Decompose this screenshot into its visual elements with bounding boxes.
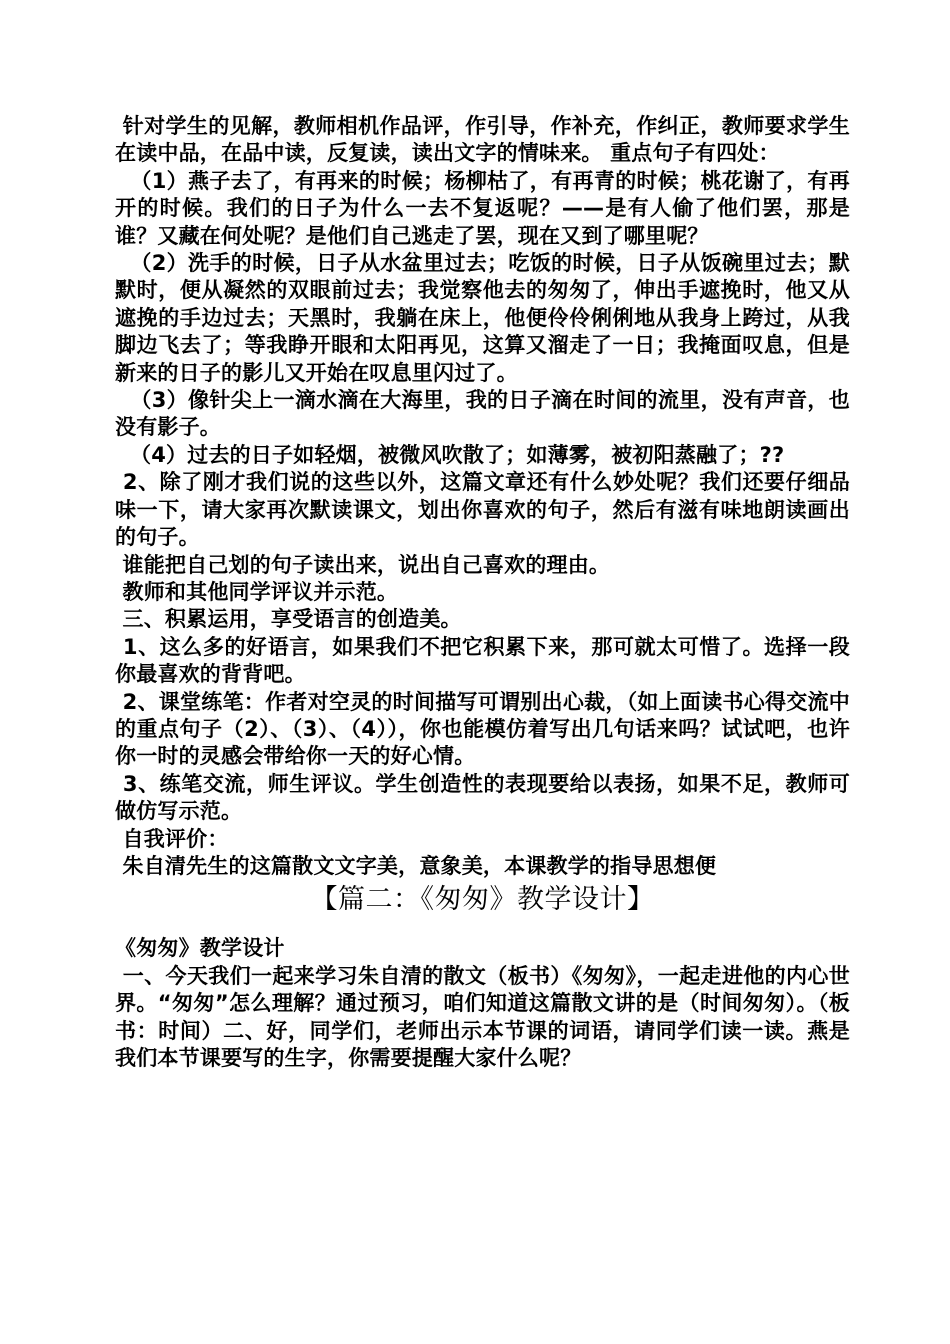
- paragraph-read-aloud: 谁能把自己划的句子读出来，说出自己喜欢的理由。: [115, 552, 611, 577]
- paragraph-writing-practice: 2、课堂练笔：作者对空灵的时间描写可谓别出心裁，（如上面读书心得交流中的重点句子（2）、（3）、（4）），你也能模仿着写出几句话来吗？试试吧，也许你一时的灵感会带给你一天的好心情。: [115, 689, 851, 769]
- paragraph-writing-exchange: 3、练笔交流，师生评议。学生创造性的表现要给以表扬，如果不足，教师可做仿写示范。: [115, 771, 850, 824]
- document-page: [115, 113, 850, 1072]
- paragraph-self-evaluation-label: 自我评价：: [115, 826, 229, 851]
- section-gap: [115, 917, 850, 935]
- paragraph-key-sentence-4: （4）过去的日子如轻烟，被微风吹散了；如薄雾，被初阳蒸融了；??: [115, 442, 785, 467]
- paragraph-design-title: 《匆匆》教学设计: [115, 936, 285, 961]
- paragraph-key-sentence-2: （2）洗手的时候，日子从水盆里过去；吃饭的时候，日子从饭碗里过去；默默时，便从凝然的双眼前过去；我觉察他去的匆匆了，伸出手遮挽时，他又从遮挽的手边过去；天黑时，我躺在床上，他便伶伶俐俐地从我身上跨过，从我脚边飞去了；等我睁开眼和太阳再见，这算又溜走了一日；我掩面叹息，但是新来的日子的影儿又开始在叹息里闪过了。: [115, 251, 850, 385]
- paragraph-step-2: 2、除了刚才我们说的这些以外，这篇文章还有什么妙处呢？我们还要仔细品味一下，请大家再次默读课文，划出你喜欢的句子，然后有滋有味地朗读画出的句子。: [115, 470, 850, 550]
- section-lesson-continuation: [115, 113, 850, 880]
- section-heading: 【篇二：《匆匆》教学设计】: [310, 884, 655, 916]
- paragraph-key-sentence-1: （1）燕子去了，有再来的时候；杨柳枯了，有再青的时候；桃花谢了，有再开的时候。我们的日子为什么一去不复返呢？——是有人偷了他们罢，那是谁？又藏在何处呢？是他们自己逃走了罢，现在又到了哪里呢？: [115, 168, 850, 248]
- paragraph-evaluation: 教师和其他同学评议并示范。: [115, 579, 399, 604]
- paragraph-accumulate: 1、这么多的好语言，如果我们不把它积累下来，那可就太可惜了。选择一段你最喜欢的背背吧。: [115, 634, 850, 687]
- paragraph-key-sentence-3: （3）像针尖上一滴水滴在大海里，我的日子滴在时间的流里，没有声音，也没有影子。: [115, 388, 850, 440]
- paragraph-self-evaluation-text: 朱自清先生的这篇散文文字美，意象美，本课教学的指导思想便: [115, 853, 717, 878]
- paragraph-part-3-heading: 三、积累运用，享受语言的创造美。: [115, 607, 462, 632]
- paragraph-teacher-guidance: 针对学生的见解，教师相机作品评，作引导，作补充，作纠正，教师要求学生在读中品，在品中读，反复读，读出文字的情味来。 重点句子有四处：: [115, 114, 851, 166]
- paragraph-design-intro: 一、今天我们一起来学习朱自清的散文（板书）《匆匆》，一起走进他的内心世界。“匆匆”怎么理解？通过预习，咱们知道这篇散文讲的是（时间匆匆）。（板书：时间）二、好，同学们，老师出示本节课的词语，请同学们读一读。燕是我们本节课要写的生字，你需要提醒大家什么呢？: [115, 963, 850, 1070]
- section-teaching-design: [115, 935, 850, 1072]
